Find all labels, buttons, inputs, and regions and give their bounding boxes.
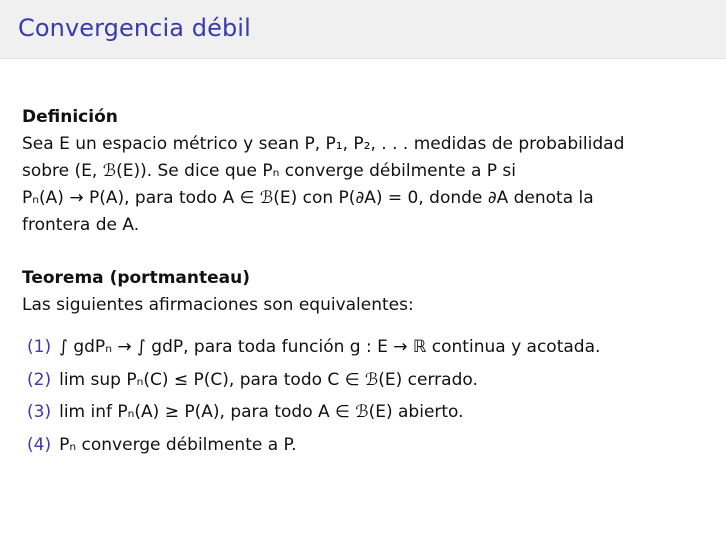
item-number: (3)	[27, 402, 52, 422]
theorem-intro: Las siguientes afirmaciones son equivalentes:	[22, 295, 414, 315]
item-text: ∫ gdPₙ → ∫ gdP, para toda función g : E → ℝ continua y acotada.	[59, 337, 601, 357]
item-text: lim sup Pₙ(C) ≤ P(C), para todo C ∈ ℬ(E) cerrado.	[59, 370, 478, 390]
definition-line-3: Pₙ(A) → P(A), para todo A ∈ ℬ(E) con P(∂A) = 0, donde ∂A denota la	[22, 188, 594, 208]
item-text: Pₙ converge débilmente a P.	[59, 435, 297, 455]
definition-heading: Definición	[22, 107, 118, 127]
theorem-item-3	[27, 402, 464, 422]
definition-line-4: frontera de A.	[22, 215, 140, 235]
theorem-item-4	[27, 435, 297, 455]
item-text: lim inf Pₙ(A) ≥ P(A), para todo A ∈ ℬ(E) abierto.	[59, 402, 464, 422]
theorem-item-1	[27, 337, 600, 357]
theorem-item-2	[27, 370, 478, 390]
slide-title: Convergencia débil	[18, 14, 251, 42]
definition-line-2: sobre (E, ℬ(E)). Se dice que Pₙ converge débilmente a P si	[22, 161, 517, 181]
theorem-heading: Teorema (portmanteau)	[22, 268, 250, 288]
title-bar	[0, 0, 726, 59]
item-number: (1)	[27, 337, 52, 357]
item-number: (2)	[27, 370, 52, 390]
definition-line-1: Sea E un espacio métrico y sean P, P₁, P₂, . . . medidas de probabilidad	[22, 134, 625, 154]
item-number: (4)	[27, 435, 52, 455]
